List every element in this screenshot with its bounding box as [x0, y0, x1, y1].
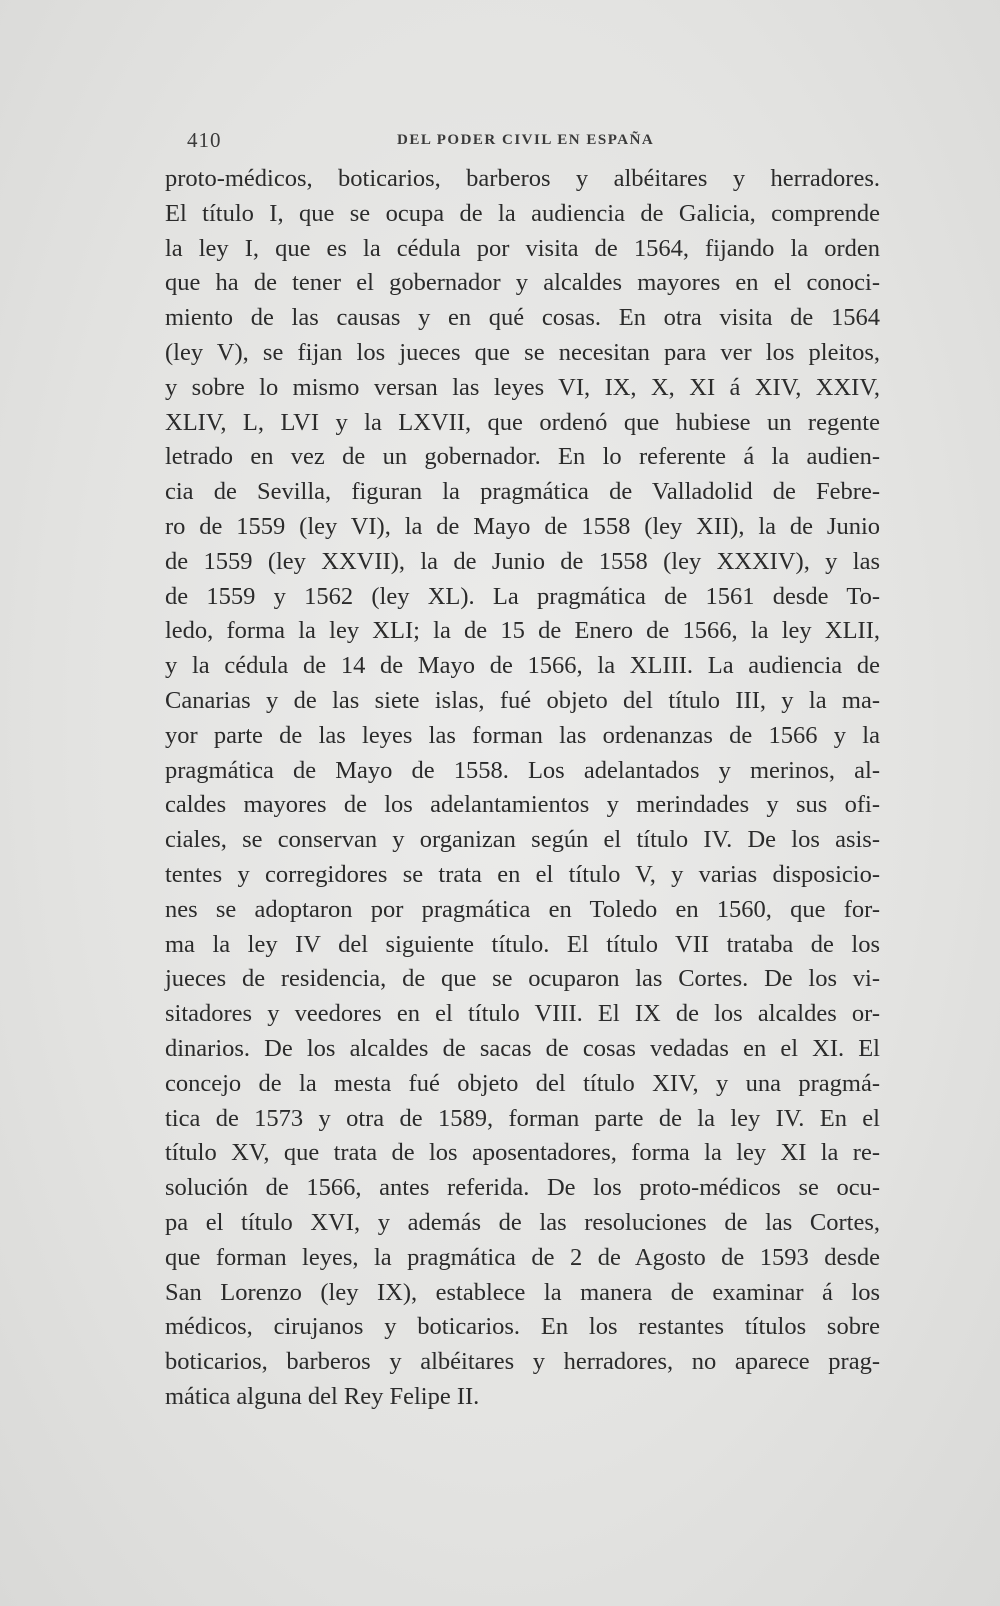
- text-line: (ley V), se fijan los jueces que se necesitan para ver los pleitos,: [165, 338, 880, 366]
- text-line: XLIV, L, LVI y la LXVII, que ordenó que hubiese un regente: [165, 408, 880, 436]
- text-line: que forman leyes, la pragmática de 2 de Agosto de 1593 desde: [165, 1243, 880, 1271]
- running-title: DEL PODER CIVIL EN ESPAÑA: [397, 132, 655, 148]
- text-line: pragmática de Mayo de 1558. Los adelantados y merinos, al-: [165, 756, 880, 784]
- text-line: jueces de residencia, de que se ocuparon las Cortes. De los vi-: [165, 965, 880, 993]
- text-line: El título I, que se ocupa de la audiencia de Galicia, comprende: [165, 199, 880, 227]
- text-line: ciales, se conservan y organizan según el título IV. De los asis-: [165, 826, 880, 854]
- text-line: caldes mayores de los adelantamientos y merindades y sus ofi-: [165, 791, 880, 819]
- text-line: San Lorenzo (ley IX), establece la manera de examinar á los: [165, 1278, 880, 1306]
- text-line: concejo de la mesta fué objeto del título XIV, y una pragmá-: [165, 1069, 880, 1097]
- text-line: y la cédula de 14 de Mayo de 1566, la XLIII. La audiencia de: [165, 652, 880, 680]
- text-line: ma la ley IV del siguiente título. El título VII trataba de los: [165, 930, 880, 958]
- text-line: Canarias y de las siete islas, fué objeto del título III, y la ma-: [165, 686, 880, 714]
- text-line: dinarios. De los alcaldes de sacas de cosas vedadas en el XI. El: [165, 1034, 880, 1062]
- page-header: [167, 128, 887, 158]
- body-text: [165, 162, 880, 1415]
- text-line: de 1559 (ley XXVII), la de Junio de 1558 (ley XXXIV), y las: [165, 547, 880, 575]
- text-line: solución de 1566, antes referida. De los proto-médicos se ocu-: [165, 1174, 880, 1202]
- text-line: ro de 1559 (ley VI), la de Mayo de 1558 (ley XII), la de Junio: [165, 512, 880, 540]
- text-line: letrado en vez de un gobernador. En lo referente á la audien-: [165, 443, 880, 471]
- text-line: sitadores y veedores en el título VIII. El IX de los alcaldes or-: [165, 1000, 880, 1028]
- text-line: médicos, cirujanos y boticarios. En los restantes títulos sobre: [165, 1313, 880, 1341]
- text-line: nes se adoptaron por pragmática en Toledo en 1560, que for-: [165, 895, 880, 923]
- text-line: yor parte de las leyes las forman las ordenanzas de 1566 y la: [165, 721, 880, 749]
- text-line: de 1559 y 1562 (ley XL). La pragmática de 1561 desde To-: [165, 582, 880, 610]
- text-line: mática alguna del Rey Felipe II.: [165, 1382, 480, 1410]
- text-line: cia de Sevilla, figuran la pragmática de Valladolid de Febre-: [165, 478, 880, 506]
- text-line: miento de las causas y en qué cosas. En otra visita de 1564: [165, 304, 880, 332]
- text-line: boticarios, barberos y albéitares y herradores, no aparece prag-: [165, 1348, 880, 1376]
- text-line: tentes y corregidores se trata en el título V, y varias disposicio-: [165, 860, 880, 888]
- text-line: proto-médicos, boticarios, barberos y albéitares y herradores.: [165, 165, 880, 192]
- text-line: que ha de tener el gobernador y alcaldes mayores en el conoci-: [165, 269, 880, 297]
- text-line: ledo, forma la ley XLI; la de 15 de Enero de 1566, la ley XLII,: [165, 617, 880, 645]
- text-line: la ley I, que es la cédula por visita de 1564, fijando la orden: [165, 234, 880, 262]
- text-line: título XV, que trata de los aposentadores, forma la ley XI la re-: [165, 1139, 880, 1167]
- text-line: pa el título XVI, y además de las resoluciones de las Cortes,: [165, 1208, 880, 1236]
- text-line: tica de 1573 y otra de 1589, forman parte de la ley IV. En el: [165, 1104, 880, 1132]
- text-line: y sobre lo mismo versan las leyes VI, IX, X, XI á XIV, XXIV,: [165, 373, 880, 401]
- page-number: 410: [187, 128, 222, 152]
